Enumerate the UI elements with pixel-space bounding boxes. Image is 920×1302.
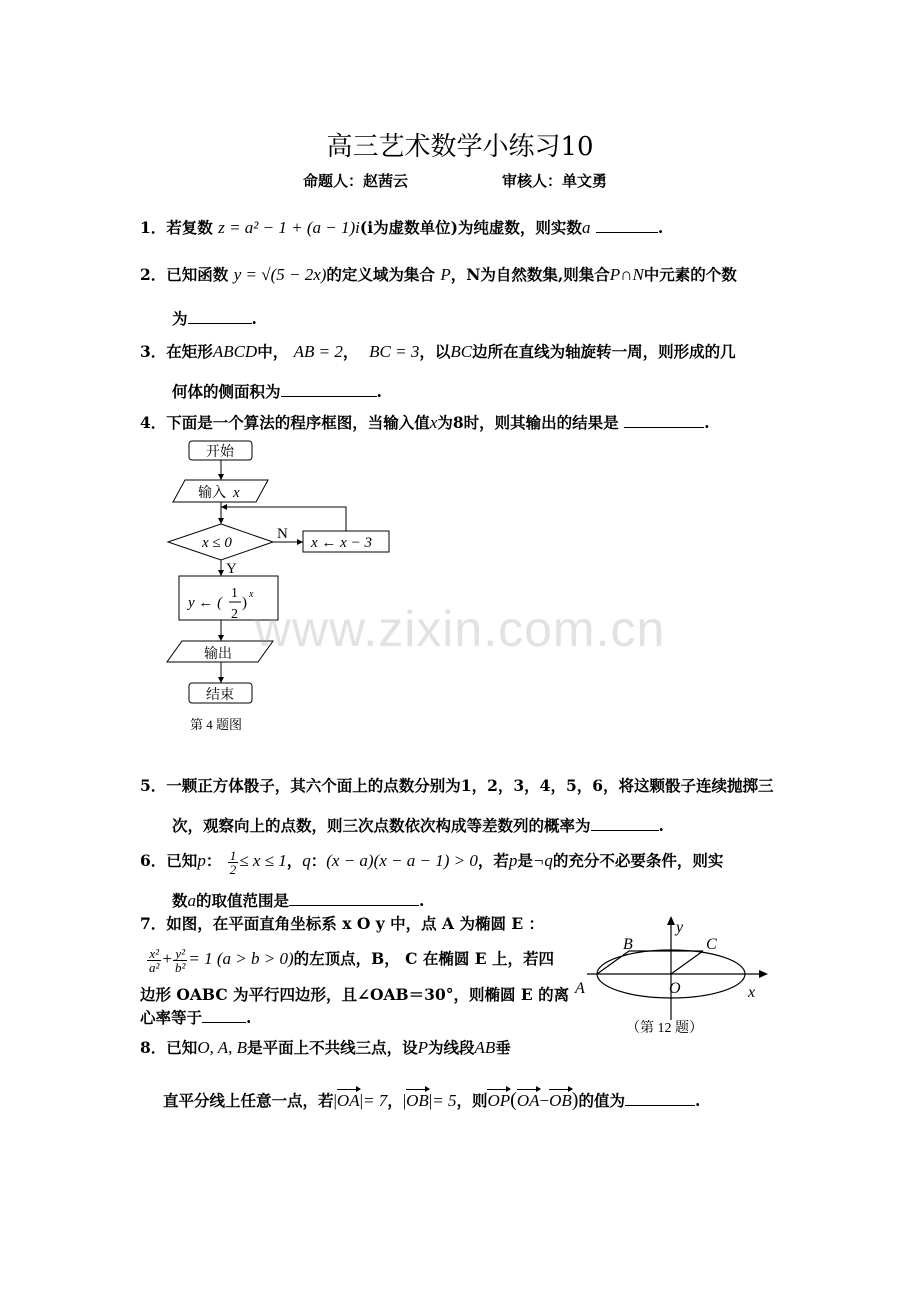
question-5-line2: 次，观察向上的点数，则三次点数依次构成等差数列的概率为 . [172,816,664,835]
answer-blank-8[interactable] [625,1089,695,1106]
watermark: www.zixin.com.cn [254,601,666,657]
reviewer: 审核人：单文勇 [502,172,608,190]
flow-output-label: 输出 [204,647,232,662]
answer-blank-1[interactable] [596,216,658,233]
flow-start-label: 开始 [206,445,234,460]
svg-text:2: 2 [231,607,238,622]
answer-blank-3[interactable] [281,380,377,397]
flow-end-label: 结束 [206,688,234,703]
flowchart-figure [160,436,400,736]
flow-no-label: N [277,526,288,542]
question-1: 1．若复数 z = a² − 1 + (a − 1)i(i为虚数单位)为纯虚数，则实数a . [140,218,664,237]
proposer: 命题人：赵茜云 [303,172,409,190]
question-7: 7．如图，在平面直角坐标系 x O y 中，点 A 为椭圆 E ： [140,914,545,933]
svg-text:1: 1 [231,586,238,601]
svg-text:): ) [242,595,247,611]
flow-update-label: x ← x − 3 [311,535,372,551]
flow-yes-label: Y [226,561,237,577]
question-6-line2: 数a的取值范围是 . [172,891,425,910]
question-5: 5．一颗正方体骰子，其六个面上的点数分别为1，2，3，4，5，6，将这颗骰子连续抛掷三 [140,776,774,795]
svg-text:x: x [748,984,756,1001]
svg-text:A: A [575,980,585,997]
segment-AB [597,951,629,974]
answer-blank-7[interactable] [202,1006,246,1023]
flow-condition-label: x ≤ 0 [202,535,232,551]
question-7-line4: 心率等于 . [140,1008,252,1027]
svg-text:x: x [233,485,240,501]
question-8-line2: 直平分线上任意一点，若|OA|= 7，|OB|= 5，则OP(OA−OB)的值为 . [163,1089,701,1111]
question-7-line3: 边形 OABC 为平行四边形，且∠OAB＝30°，则椭圆 E 的离 [140,985,570,1004]
question-3-line2: 何体的侧面积为 . [172,382,382,401]
question-2: 2．已知函数 y = √(5 − 2x)的定义域为集合 P，N为自然数集,则集合P∩N中元素的个数 [140,265,737,284]
question-7-line2: $\frac{\text{x²}}{\text{a²}}$ + $\frac{\text{y²}}{\text{b²}}$ = 1 (a > b > 0)的左顶点，B， C 在椭圆 E 上，若四 [149,945,554,975]
flowchart-caption: 第 4 题图 [190,717,243,732]
question-4: 4．下面是一个算法的程序框图，当输入值x为8时，则其输出的结果是 . [140,413,710,432]
flow-assign-label: y ← ( [188,595,223,611]
answer-blank-2[interactable] [188,307,252,324]
svg-text:y: y [676,919,684,936]
page-title: 高三艺术数学小练习10 [326,132,594,162]
svg-text:O: O [669,980,681,997]
answer-blank-6[interactable] [289,889,419,906]
flow-input-label: 输入 [198,486,226,501]
q2-formula: y = √(5 − 2x) [233,265,327,284]
q1-formula: z = a² − 1 + (a − 1)i [218,218,360,237]
answer-blank-4[interactable] [624,411,704,428]
ellipse-caption: （第 12 题） [626,1021,703,1036]
svg-text:B: B [623,936,633,953]
answer-blank-5[interactable] [591,814,659,831]
question-8: 8．已知O, A, B是平面上不共线三点，设P为线段AB垂 [140,1038,511,1057]
segment-CO [671,951,703,974]
ellipse-figure [570,910,780,1045]
svg-text:C: C [706,936,717,953]
question-3: 3．在矩形ABCD中， AB = 2， BC = 3，以BC边所在直线为轴旋转一周，则形成的几 [140,342,736,361]
question-2-line2: 为 . [172,309,257,328]
svg-text:x: x [249,589,254,600]
question-6: 6．已知p： $\frac{1}{2}$ ≤ x ≤ 1，q：(x − a)(x − a − 1) > 0，若p是¬q的充分不必要条件，则实 [140,847,724,877]
